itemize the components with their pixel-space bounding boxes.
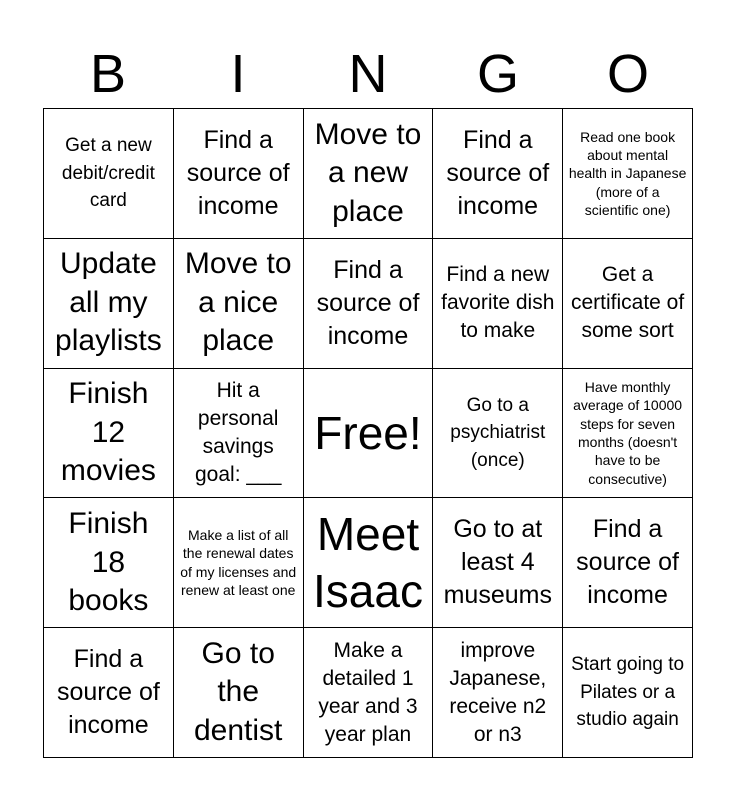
- bingo-header: [43, 40, 693, 108]
- header-letter-g: G: [476, 44, 519, 104]
- cell-text: Get a certificate of some sort: [570, 263, 685, 343]
- bingo-cell-r4-c1[interactable]: [44, 498, 174, 628]
- cell-text: Find a source of income: [316, 255, 420, 350]
- bingo-cell-r5-c5[interactable]: [563, 628, 693, 758]
- bingo-cell-r1-c5[interactable]: [563, 109, 693, 239]
- cell-text: Finish 12 movies: [60, 377, 156, 488]
- cell-text: Finish 18 books: [68, 507, 149, 618]
- bingo-cell-r4-c3[interactable]: [304, 498, 434, 628]
- header-letter-i: I: [230, 44, 246, 104]
- bingo-cell-r4-c4[interactable]: [433, 498, 563, 628]
- free-space: Free!: [314, 406, 422, 459]
- cell-text: Go to at least 4 museums: [443, 515, 552, 610]
- header-letter-b: B: [89, 44, 127, 104]
- bingo-cell-r3-c3[interactable]: [304, 369, 434, 499]
- cell-text: Find a new favorite dish to make: [441, 263, 555, 343]
- header-letter-n: N: [348, 44, 388, 104]
- bingo-cell-r4-c2[interactable]: [174, 498, 304, 628]
- cell-text: Go to the dentist: [194, 636, 283, 747]
- cell-text: Read one book about mental health in Japanese (more of a scientific one): [568, 128, 687, 218]
- bingo-cell-r3-c1[interactable]: [44, 369, 174, 499]
- bingo-cell-r1-c1[interactable]: [44, 109, 174, 239]
- bingo-cell-r1-c4[interactable]: [433, 109, 563, 239]
- cell-text: Find a source of income: [56, 645, 160, 740]
- bingo-cell-r3-c2[interactable]: [174, 369, 304, 499]
- cell-text: Move to a nice place: [184, 247, 292, 358]
- cell-text: Update all my playlists: [55, 247, 162, 358]
- bingo-cell-r5-c4[interactable]: [433, 628, 563, 758]
- cell-text: Start going to Pilates or a studio again: [571, 654, 685, 731]
- bingo-cell-r1-c2[interactable]: [174, 109, 304, 239]
- bingo-cell-r2-c4[interactable]: [433, 239, 563, 369]
- bingo-cell-r4-c5[interactable]: [563, 498, 693, 628]
- bingo-cell-r5-c1[interactable]: [44, 628, 174, 758]
- cell-text: Make a list of all the renewal dates of my licenses and renew at least one: [180, 527, 297, 599]
- cell-text: Go to a psychiatrist (once): [450, 394, 546, 471]
- bingo-board: [43, 108, 693, 758]
- cell-text: Find a source of income: [446, 125, 550, 220]
- cell-text: improve Japanese, receive n2 or n3: [449, 638, 547, 746]
- cell-text: Meet Isaac: [313, 507, 423, 617]
- bingo-cell-r2-c1[interactable]: [44, 239, 174, 369]
- bingo-cell-r3-c5[interactable]: [563, 369, 693, 499]
- bingo-cell-r1-c3[interactable]: [304, 109, 434, 239]
- bingo-cell-r2-c2[interactable]: [174, 239, 304, 369]
- bingo-cell-r5-c2[interactable]: [174, 628, 304, 758]
- cell-text: Have monthly average of 10000 steps for seven months (doesn't have to be consecutive): [573, 379, 683, 487]
- cell-text: Hit a personal savings goal: ___: [194, 378, 282, 486]
- cell-text: Find a source of income: [576, 515, 680, 610]
- cell-text: Make a detailed 1 year and 3 year plan: [318, 638, 418, 746]
- bingo-cell-r5-c3[interactable]: [304, 628, 434, 758]
- cell-text: Move to a new place: [314, 117, 422, 228]
- cell-text: Find a source of income: [186, 125, 290, 220]
- bingo-cell-r3-c4[interactable]: [433, 369, 563, 499]
- header-letter-o: O: [606, 44, 649, 104]
- bingo-cell-r2-c5[interactable]: [563, 239, 693, 369]
- bingo-cell-r2-c3[interactable]: [304, 239, 434, 369]
- cell-text: Get a new debit/credit card: [61, 135, 155, 212]
